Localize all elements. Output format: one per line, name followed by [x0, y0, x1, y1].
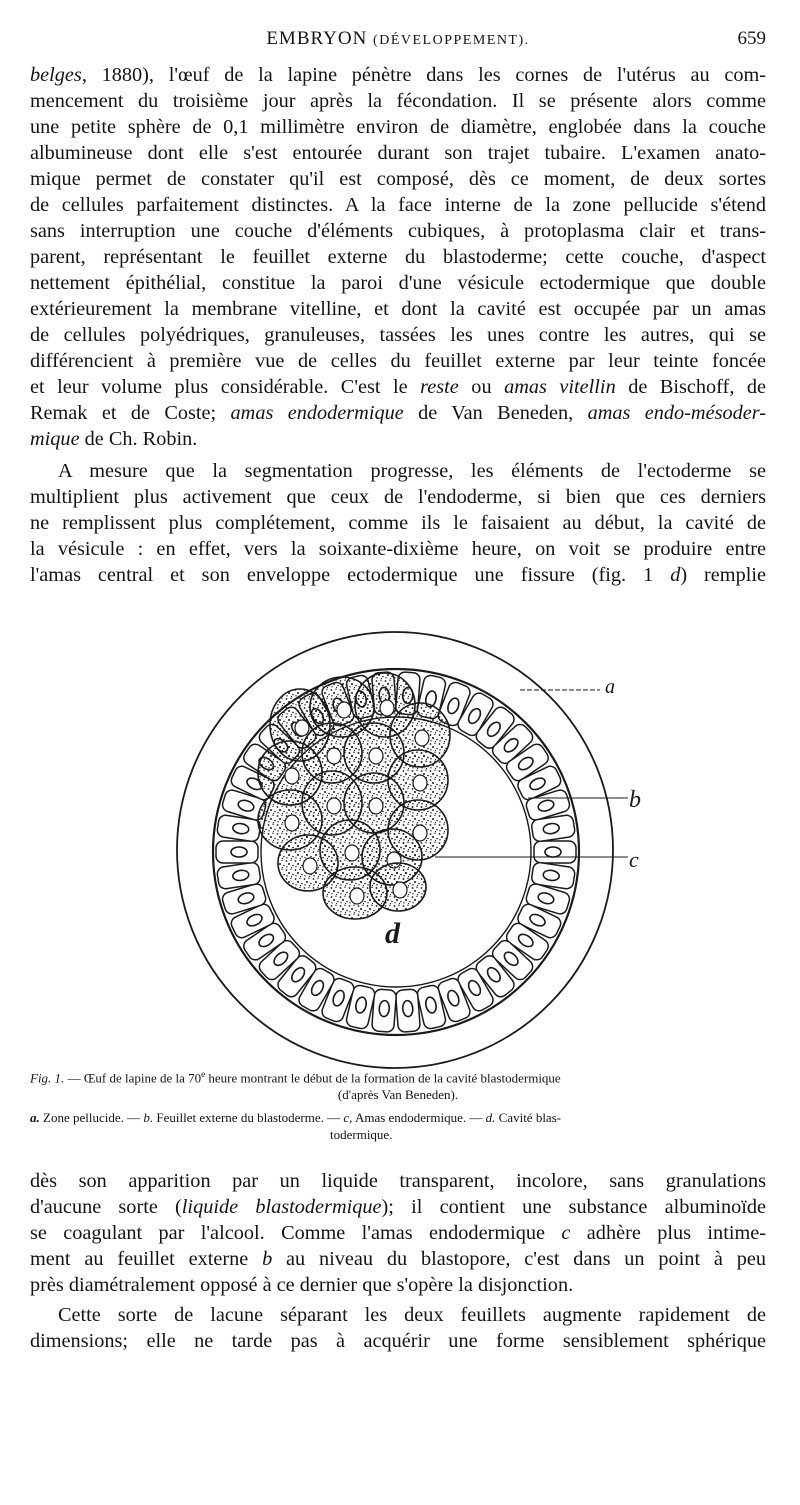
- paragraph-4: [30, 1302, 766, 1354]
- text-line: d'aucune sorte (liquide blastodermique); il contient une substance albuminoïde: [30, 1196, 766, 1218]
- caption-line: Fig. 1. — Œuf de lapine de la 70e heure montrant le début de la formation de la cavité blastodermique: [30, 1069, 561, 1086]
- text-line: la vésicule : en effet, vers la soixante-dixième heure, on voit se produire entre: [30, 538, 766, 560]
- figure-label-c: c: [629, 847, 639, 872]
- text-line: nettement épithélial, constitue la paroi d'une vésicule ectodermique que double: [30, 272, 766, 294]
- text-line: une petite sphère de 0,1 millimètre environ de diamètre, englobée dans la couche: [30, 116, 766, 138]
- figure-1: [150, 625, 650, 1075]
- header-subtitle: (DÉVELOPPEMENT).: [373, 33, 530, 48]
- italic-term: liquide blastodermique: [181, 1196, 382, 1218]
- text-line: se coagulant par l'alcool. Comme l'amas endodermique c adhère plus intime-: [30, 1222, 766, 1244]
- italic-term: reste: [420, 376, 459, 398]
- italic-letter: c: [561, 1222, 571, 1244]
- text-line: belges, 1880), l'œuf de la lapine pénètre dans les cornes de l'utérus au com-: [30, 64, 766, 86]
- header-title: EMBRYON: [266, 28, 368, 49]
- caption-legend-continuation: todermique.: [330, 1127, 393, 1143]
- figure-caption: [30, 1066, 766, 1143]
- text-line: multiplient plus activement que ceux de l'endoderme, si bien que ces derniers: [30, 486, 766, 508]
- text-line: mique permet de constater qu'il est composé, dès ce moment, de deux sortes: [30, 168, 766, 190]
- text-line: Cette sorte de lacune séparant les deux feuillets augmente rapidement de: [58, 1304, 766, 1326]
- paragraph-1: [30, 62, 766, 452]
- text-line: et leur volume plus considérable. C'est le reste ou amas vitellin de Bischoff, de: [30, 376, 767, 398]
- text-line: dès son apparition par un liquide transparent, incolore, sans granulations: [30, 1170, 766, 1192]
- running-title: [30, 28, 766, 50]
- italic-word: belges: [30, 64, 82, 86]
- caption-source: (d'après Van Beneden).: [337, 1087, 459, 1103]
- text-line: A mesure que la segmentation progresse, les éléments de l'ectoderme se: [58, 460, 766, 482]
- text-line: mique de Ch. Robin.: [30, 428, 198, 450]
- endoderm-cell-mass: [258, 673, 450, 919]
- italic-term: amas vitellin: [504, 376, 616, 398]
- embryo-illustration: [150, 625, 650, 1075]
- text-line: l'amas central et son enveloppe ectodermique une fissure (fig. 1 d) remplie: [30, 564, 766, 586]
- text-line: parent, représentant le feuillet externe du blastoderme; cette couche, d'aspect: [30, 246, 766, 268]
- italic-term: mique: [30, 428, 80, 450]
- italic-term: amas endo-mésoder-: [587, 402, 766, 424]
- ectoderm-cell: [534, 841, 576, 863]
- ectoderm-cell: [395, 989, 420, 1033]
- ectoderm-cell: [372, 989, 397, 1033]
- caption-fig-label: Fig. 1.: [30, 1070, 65, 1086]
- figure-label-d: d: [385, 917, 400, 950]
- paragraph-2: [30, 458, 766, 588]
- italic-term: amas endodermique: [230, 402, 404, 424]
- text-line: ment au feuillet externe b au niveau du blastopore, c'est dans un point à peu: [30, 1248, 766, 1270]
- text-line: extérieurement la membrane vitelline, et dont la cavité est occupée par un amas: [30, 298, 766, 320]
- text-line: près diamétralement opposé à ce dernier que s'opère la disjonction.: [30, 1274, 574, 1296]
- italic-letter: d: [670, 564, 681, 586]
- text-line: mencement du troisième jour après la fécondation. Il se présente alors comme: [30, 90, 766, 112]
- text-line: dimensions; elle ne tarde pas à acquérir une forme sensiblement sphérique: [30, 1330, 766, 1352]
- italic-letter: b: [262, 1248, 273, 1270]
- text-line: sans interruption une couche d'éléments cubiques, à protoplasma clair et trans-: [30, 220, 766, 242]
- text-line: ne remplissent plus complétement, comme ils le faisaient au début, la cavité de: [30, 512, 766, 534]
- caption-legend: a. Zone pellucide. — b. Feuillet externe du blastoderme. — c, Amas endodermique. — d. Cavité blas-: [30, 1110, 562, 1126]
- figure-label-a: a: [605, 676, 615, 698]
- figure-label-b: b: [629, 787, 641, 813]
- running-header: [30, 28, 766, 56]
- text-line: différencient à première vue de celles du feuillet externe par leur teinte foncée: [30, 350, 766, 372]
- endoderm-cell: [370, 863, 426, 911]
- page-number: 659: [737, 28, 766, 49]
- ectoderm-cell: [216, 841, 258, 863]
- text-line: Remak et de Coste; amas endodermique de Van Beneden, amas endo-mésoder-: [30, 402, 766, 424]
- text-line: de cellules parfaitement distinctes. A la face interne de la zone pellucide s'étend: [30, 194, 766, 216]
- text-line: albumineuse dont elle s'est entourée durant son trajet tubaire. L'examen anato-: [30, 142, 766, 164]
- paragraph-3: [30, 1168, 766, 1298]
- text-line: de cellules polyédriques, granuleuses, tassées les unes contre les autres, qui se: [30, 324, 766, 346]
